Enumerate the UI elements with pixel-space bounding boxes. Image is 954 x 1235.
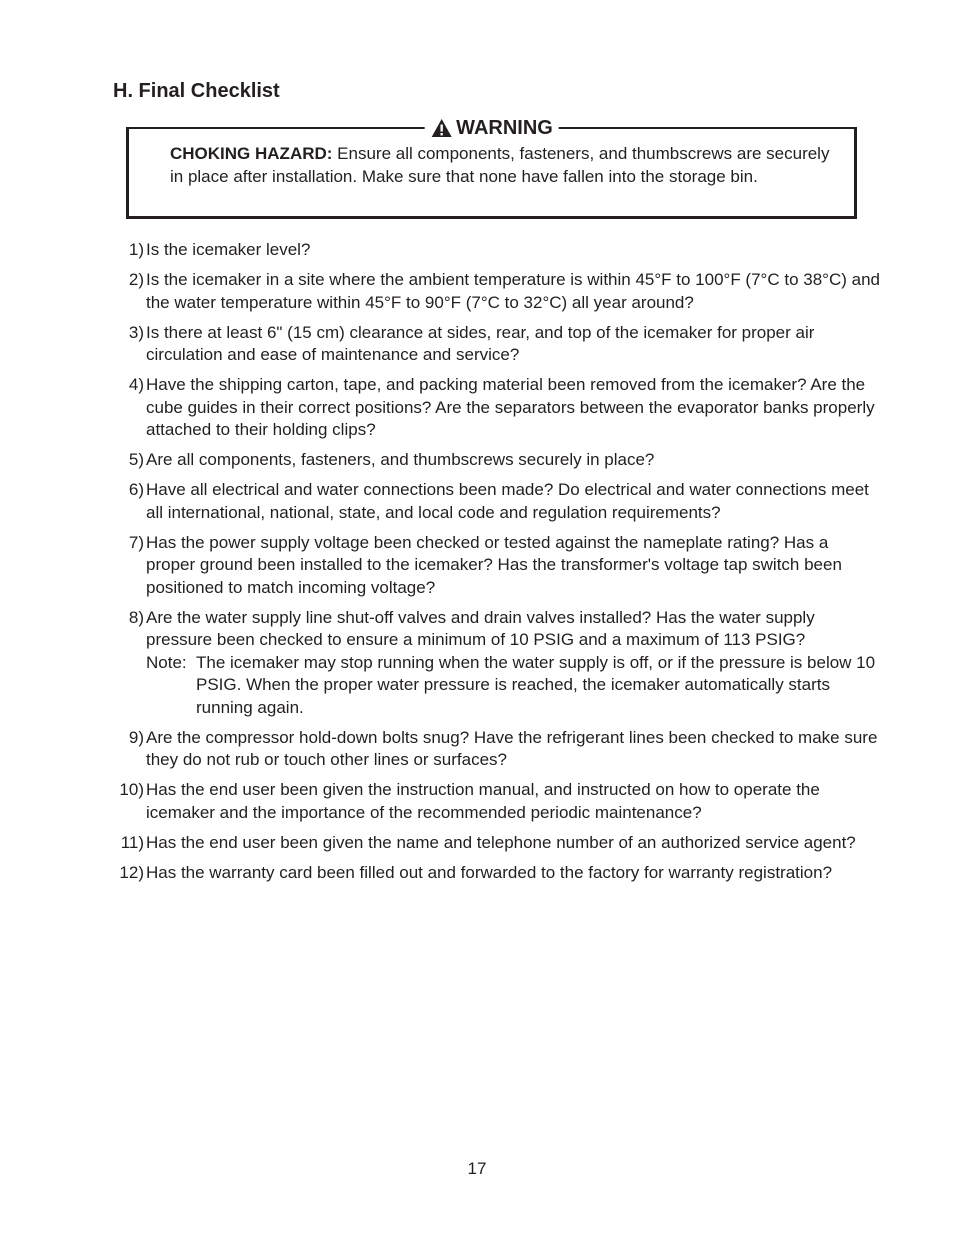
item-number: 4): [128, 375, 144, 394]
item-text: Has the end user been given the instruction manual, and instructed on how to operate the icemaker and the importance of the recommended periodic maintenance?: [146, 780, 820, 822]
item-text: Is there at least 6" (15 cm) clearance at sides, rear, and top of the icemaker for proper air circulation and ease of maintenance and service?: [146, 322, 815, 364]
item-text: Are the compressor hold-down bolts snug? Have the refrigerant lines been checked to make sure they do not rub or touch other lines or surfaces?: [146, 727, 878, 769]
page-number: 17: [467, 1159, 487, 1178]
checklist-item: [110, 779, 880, 824]
item-text: Is the icemaker in a site where the ambient temperature is within 45°F to 100°F (7°C to 38°C) and the water temperature within 45°F to 90°F (7°C to 32°C) all year around?: [146, 270, 880, 312]
warning-header: [424, 115, 559, 141]
section-title: H. Final Checklist: [113, 80, 280, 102]
item-number: 5): [128, 450, 144, 469]
item-number: 12): [119, 862, 144, 882]
item-text: Are all components, fasteners, and thumbscrews securely in place?: [146, 450, 655, 469]
item-text: Have the shipping carton, tape, and packing material been removed from the icemaker? Are the cube guides in their correct positions? Are the separators between the evaporator banks properly attached to their holding clips?: [146, 375, 875, 439]
checklist-item: [110, 862, 880, 885]
note-text: The icemaker may stop running when the water supply is off, or if the pressure is below 10 PSIG. When the proper water pressure is reached, the icemaker automatically starts running again.: [196, 652, 876, 717]
checklist-item: [110, 374, 880, 442]
checklist-item: [110, 449, 880, 472]
note-label: Note:: [146, 652, 187, 672]
checklist-item: [110, 269, 880, 314]
warning-lead: CHOKING HAZARD:: [170, 144, 333, 163]
item-number: 6): [128, 480, 144, 499]
item-number: 2): [128, 270, 144, 289]
item-text: Have all electrical and water connections been made? Do electrical and water connections meet all international, national, state, and local code and regulation requirements?: [146, 480, 869, 522]
warning-message: [170, 143, 830, 188]
checklist-item: [110, 607, 880, 720]
item-number: 1): [128, 240, 144, 259]
item-text: Is the icemaker level?: [146, 240, 311, 259]
item-number: 9): [128, 727, 144, 747]
final-checklist: [110, 239, 880, 892]
item-text: Has the warranty card been filled out and forwarded to the factory for warranty registration?: [146, 862, 833, 882]
item-note: [146, 652, 880, 720]
checklist-item: [110, 322, 880, 367]
warning-triangle-icon: [430, 118, 452, 138]
item-number: 7): [128, 532, 144, 552]
item-text: Are the water supply line shut-off valves and drain valves installed? Has the water supply pressure been checked to ensure a minimum of 10 PSIG and a maximum of 113 PSIG?: [146, 607, 815, 649]
item-number: 3): [128, 322, 144, 342]
item-number: 11): [120, 832, 144, 852]
checklist-item: [110, 832, 880, 855]
item-text: Has the end user been given the name and telephone number of an authorized service agent?: [146, 832, 856, 852]
warning-box: [126, 117, 857, 219]
checklist-item: [110, 479, 880, 524]
item-number: 8): [128, 607, 144, 627]
warning-body: Ensure all components, fasteners, and thumbscrews are securely in place after installation. Make sure that none have fallen into the storage bin.: [170, 144, 830, 186]
item-text: Has the power supply voltage been checked or tested against the nameplate rating? Has a proper ground been installed to the icemaker? Has the transformer's voltage tap switch been positioned to match incoming voltage?: [146, 532, 842, 597]
checklist-item: [110, 727, 880, 772]
warning-heading: WARNING: [456, 117, 553, 139]
item-number: 10): [119, 780, 144, 799]
checklist-item: [110, 532, 880, 600]
checklist-item: [110, 239, 880, 262]
